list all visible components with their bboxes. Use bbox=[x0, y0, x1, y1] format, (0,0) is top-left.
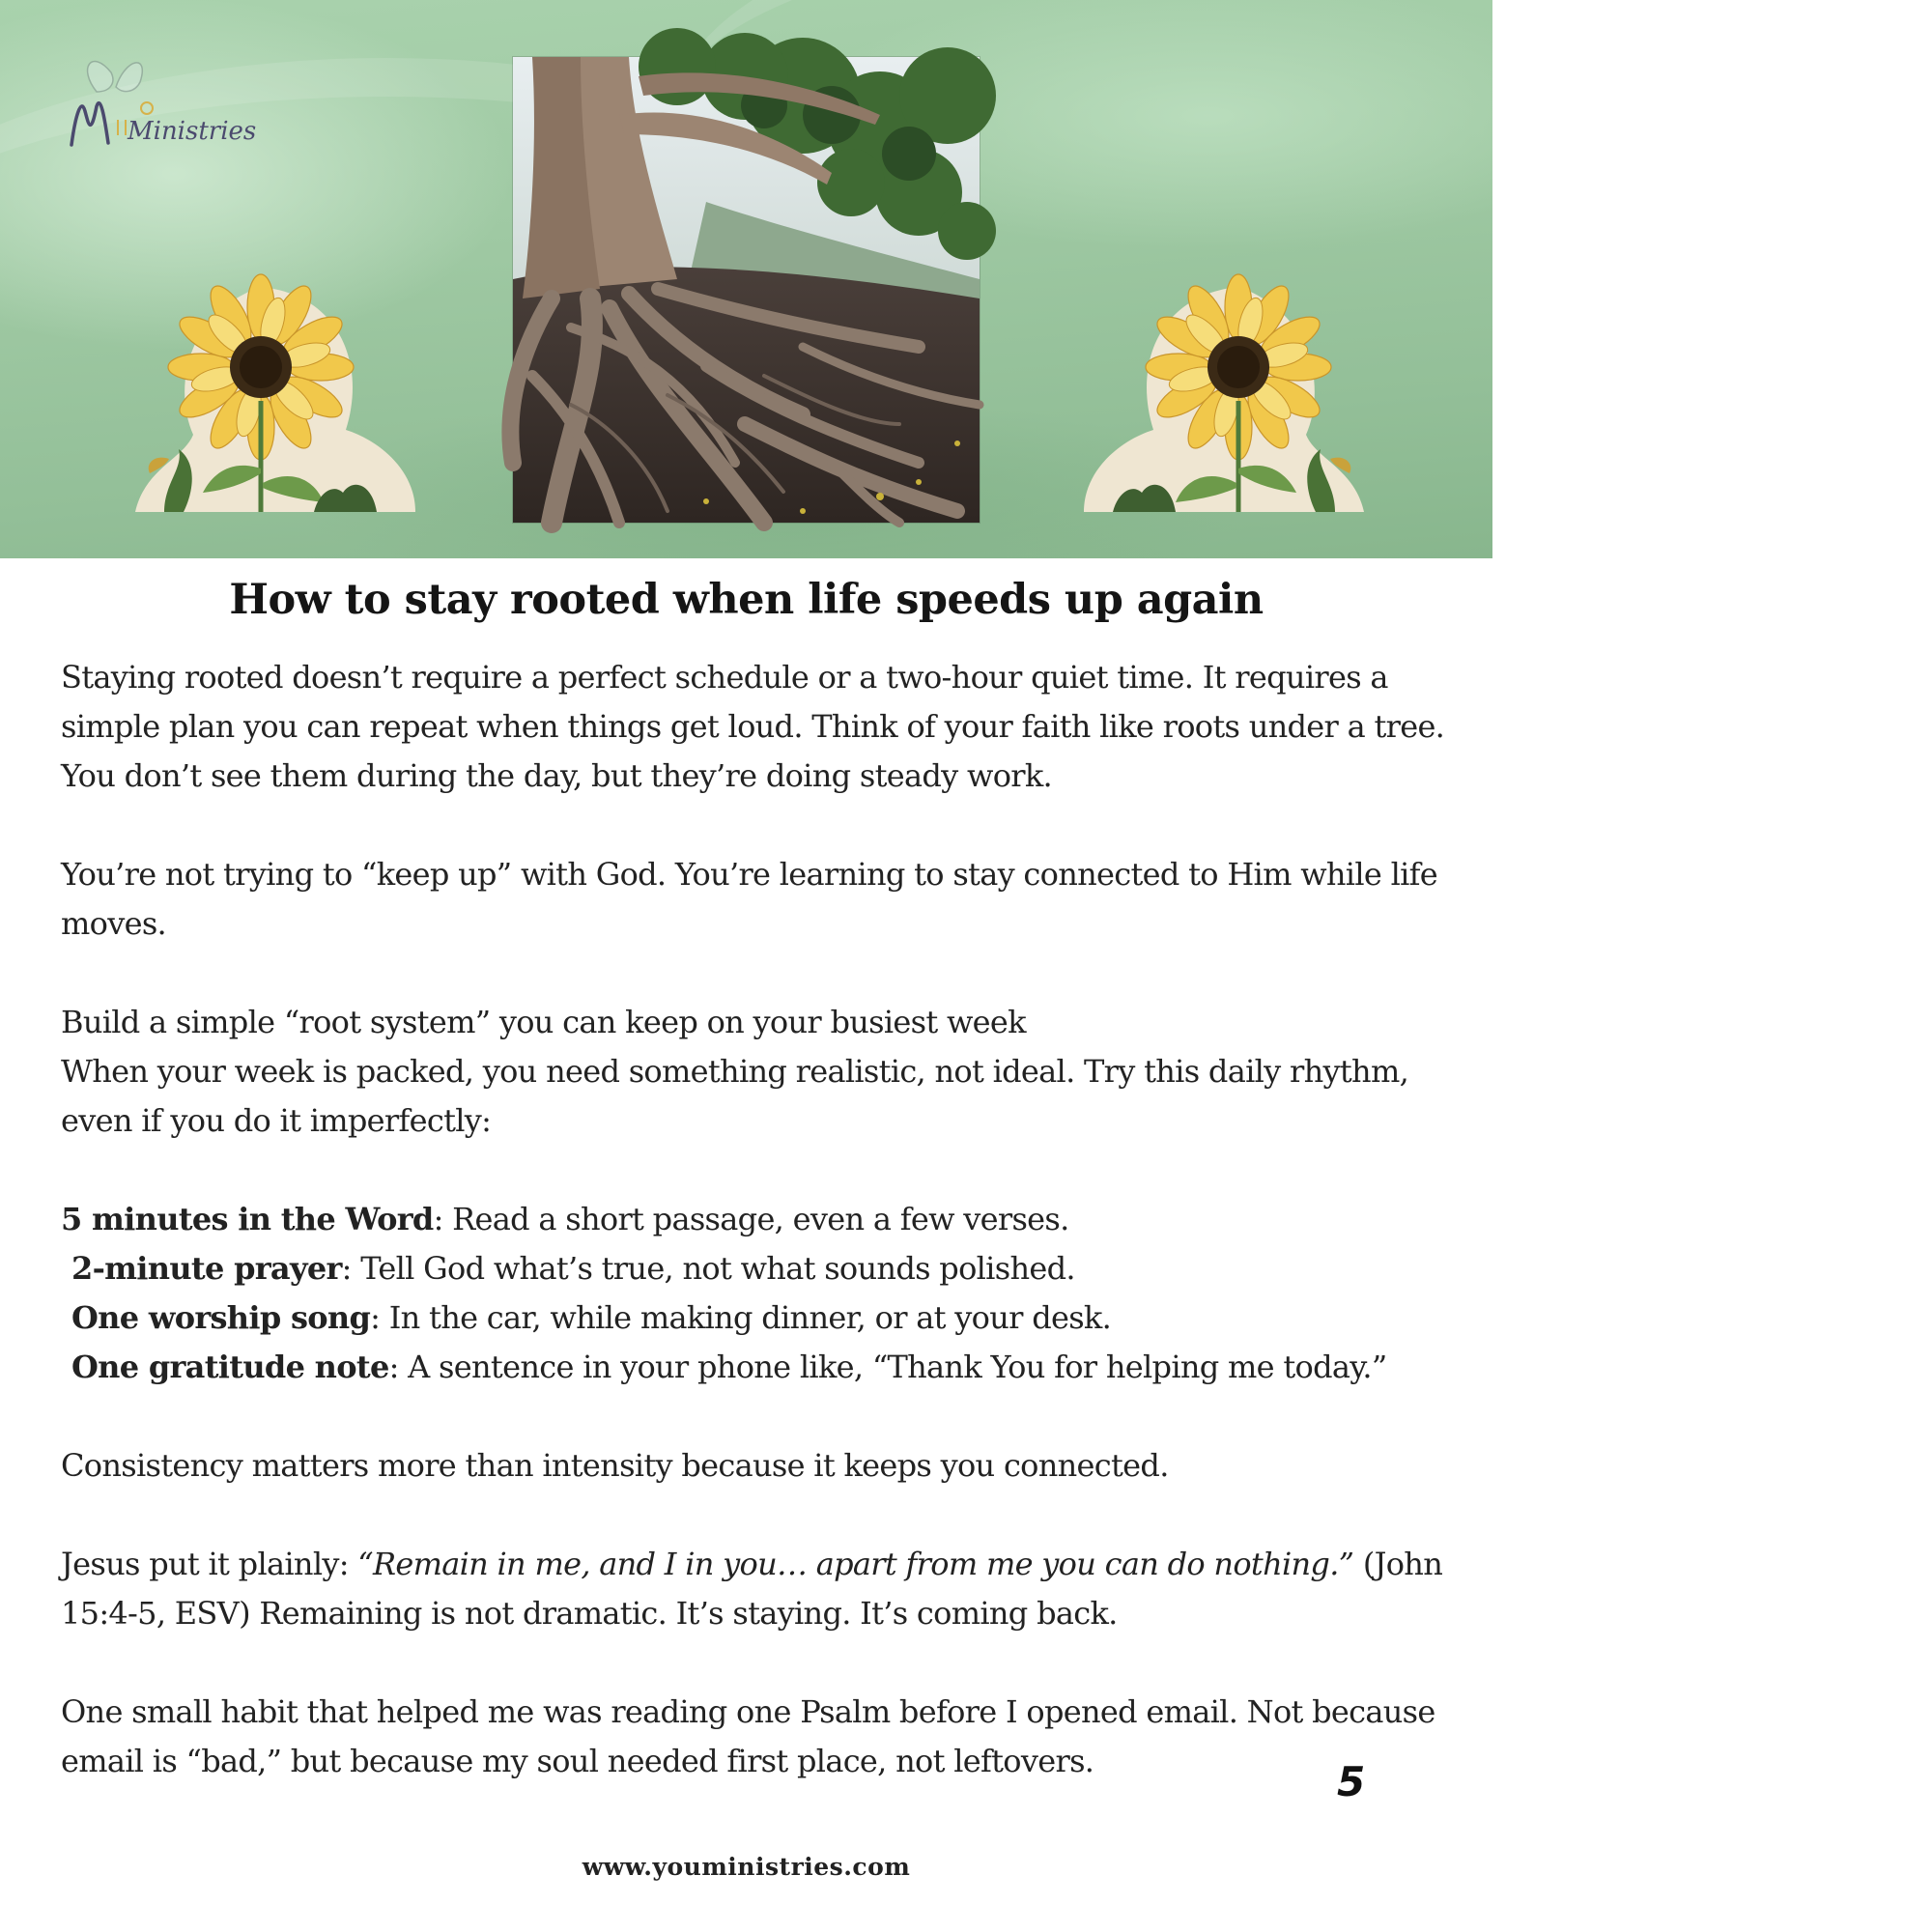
footer-website: www.youministries.com bbox=[582, 1853, 911, 1881]
section-heading-root-system: Build a simple “root system” you can keep on your busiest week bbox=[61, 1004, 1026, 1040]
paragraph-scripture bbox=[61, 1540, 1452, 1638]
logo-text: Ministries bbox=[128, 117, 257, 146]
list-item bbox=[61, 1343, 1452, 1392]
page-number: 5 bbox=[1337, 1758, 1366, 1805]
list-item-label: 2-minute prayer bbox=[71, 1250, 342, 1287]
list-item-text: : Read a short passage, even a few verses. bbox=[433, 1201, 1069, 1237]
tree-roots-photo bbox=[513, 57, 980, 523]
paragraph-intro: Staying rooted doesn’t require a perfect schedule or a two-hour quiet time. It requires a simple plan you can repeat when things get loud. Think of your faith like roots under a tree. You don’t see them during the day, but they’re doing steady work. bbox=[61, 659, 1445, 794]
scripture-lead: Jesus put it plainly: bbox=[61, 1546, 358, 1582]
paragraph-consistency: Consistency matters more than intensity because it keeps you connected. bbox=[61, 1447, 1169, 1484]
ministries-logo bbox=[58, 39, 257, 164]
list-item-text: : In the car, while making dinner, or at your desk. bbox=[370, 1299, 1112, 1336]
scripture-quote: “Remain in me, and I in you… apart from me you can do nothing.” bbox=[357, 1546, 1354, 1582]
paragraph-connected: You’re not trying to “keep up” with God. You’re learning to stay connected to Him while life moves. bbox=[61, 856, 1438, 942]
header-banner bbox=[0, 0, 1492, 558]
sunflower-left-image bbox=[126, 275, 425, 526]
list-item-label: One worship song bbox=[71, 1299, 371, 1336]
list-item bbox=[61, 1244, 1452, 1293]
list-item bbox=[61, 1293, 1452, 1343]
article-body bbox=[61, 653, 1452, 1786]
list-item-text: : A sentence in your phone like, “Thank You for helping me today.” bbox=[388, 1349, 1387, 1385]
paragraph-psalm-habit: One small habit that helped me was reading one Psalm before I opened email. Not because email is “bad,” but because my soul needed first place, not leftovers. bbox=[61, 1693, 1435, 1779]
scripture-tail: (John 15:4-5, ESV) Remaining is not dramatic. It’s staying. It’s coming back. bbox=[61, 1546, 1443, 1632]
list-item-text: : Tell God what’s true, not what sounds polished. bbox=[341, 1250, 1075, 1287]
paragraph-rhythm-intro: When your week is packed, you need something realistic, not ideal. Try this daily rhythm, even if you do it imperfectly: bbox=[61, 1053, 1409, 1139]
list-item-label: One gratitude note bbox=[71, 1349, 389, 1385]
list-item-label: 5 minutes in the Word bbox=[61, 1201, 434, 1237]
rhythm-list bbox=[61, 1195, 1452, 1392]
page-title: How to stay rooted when life speeds up again bbox=[229, 576, 1264, 624]
sunflower-right-image bbox=[1074, 275, 1374, 526]
list-item bbox=[61, 1195, 1452, 1244]
